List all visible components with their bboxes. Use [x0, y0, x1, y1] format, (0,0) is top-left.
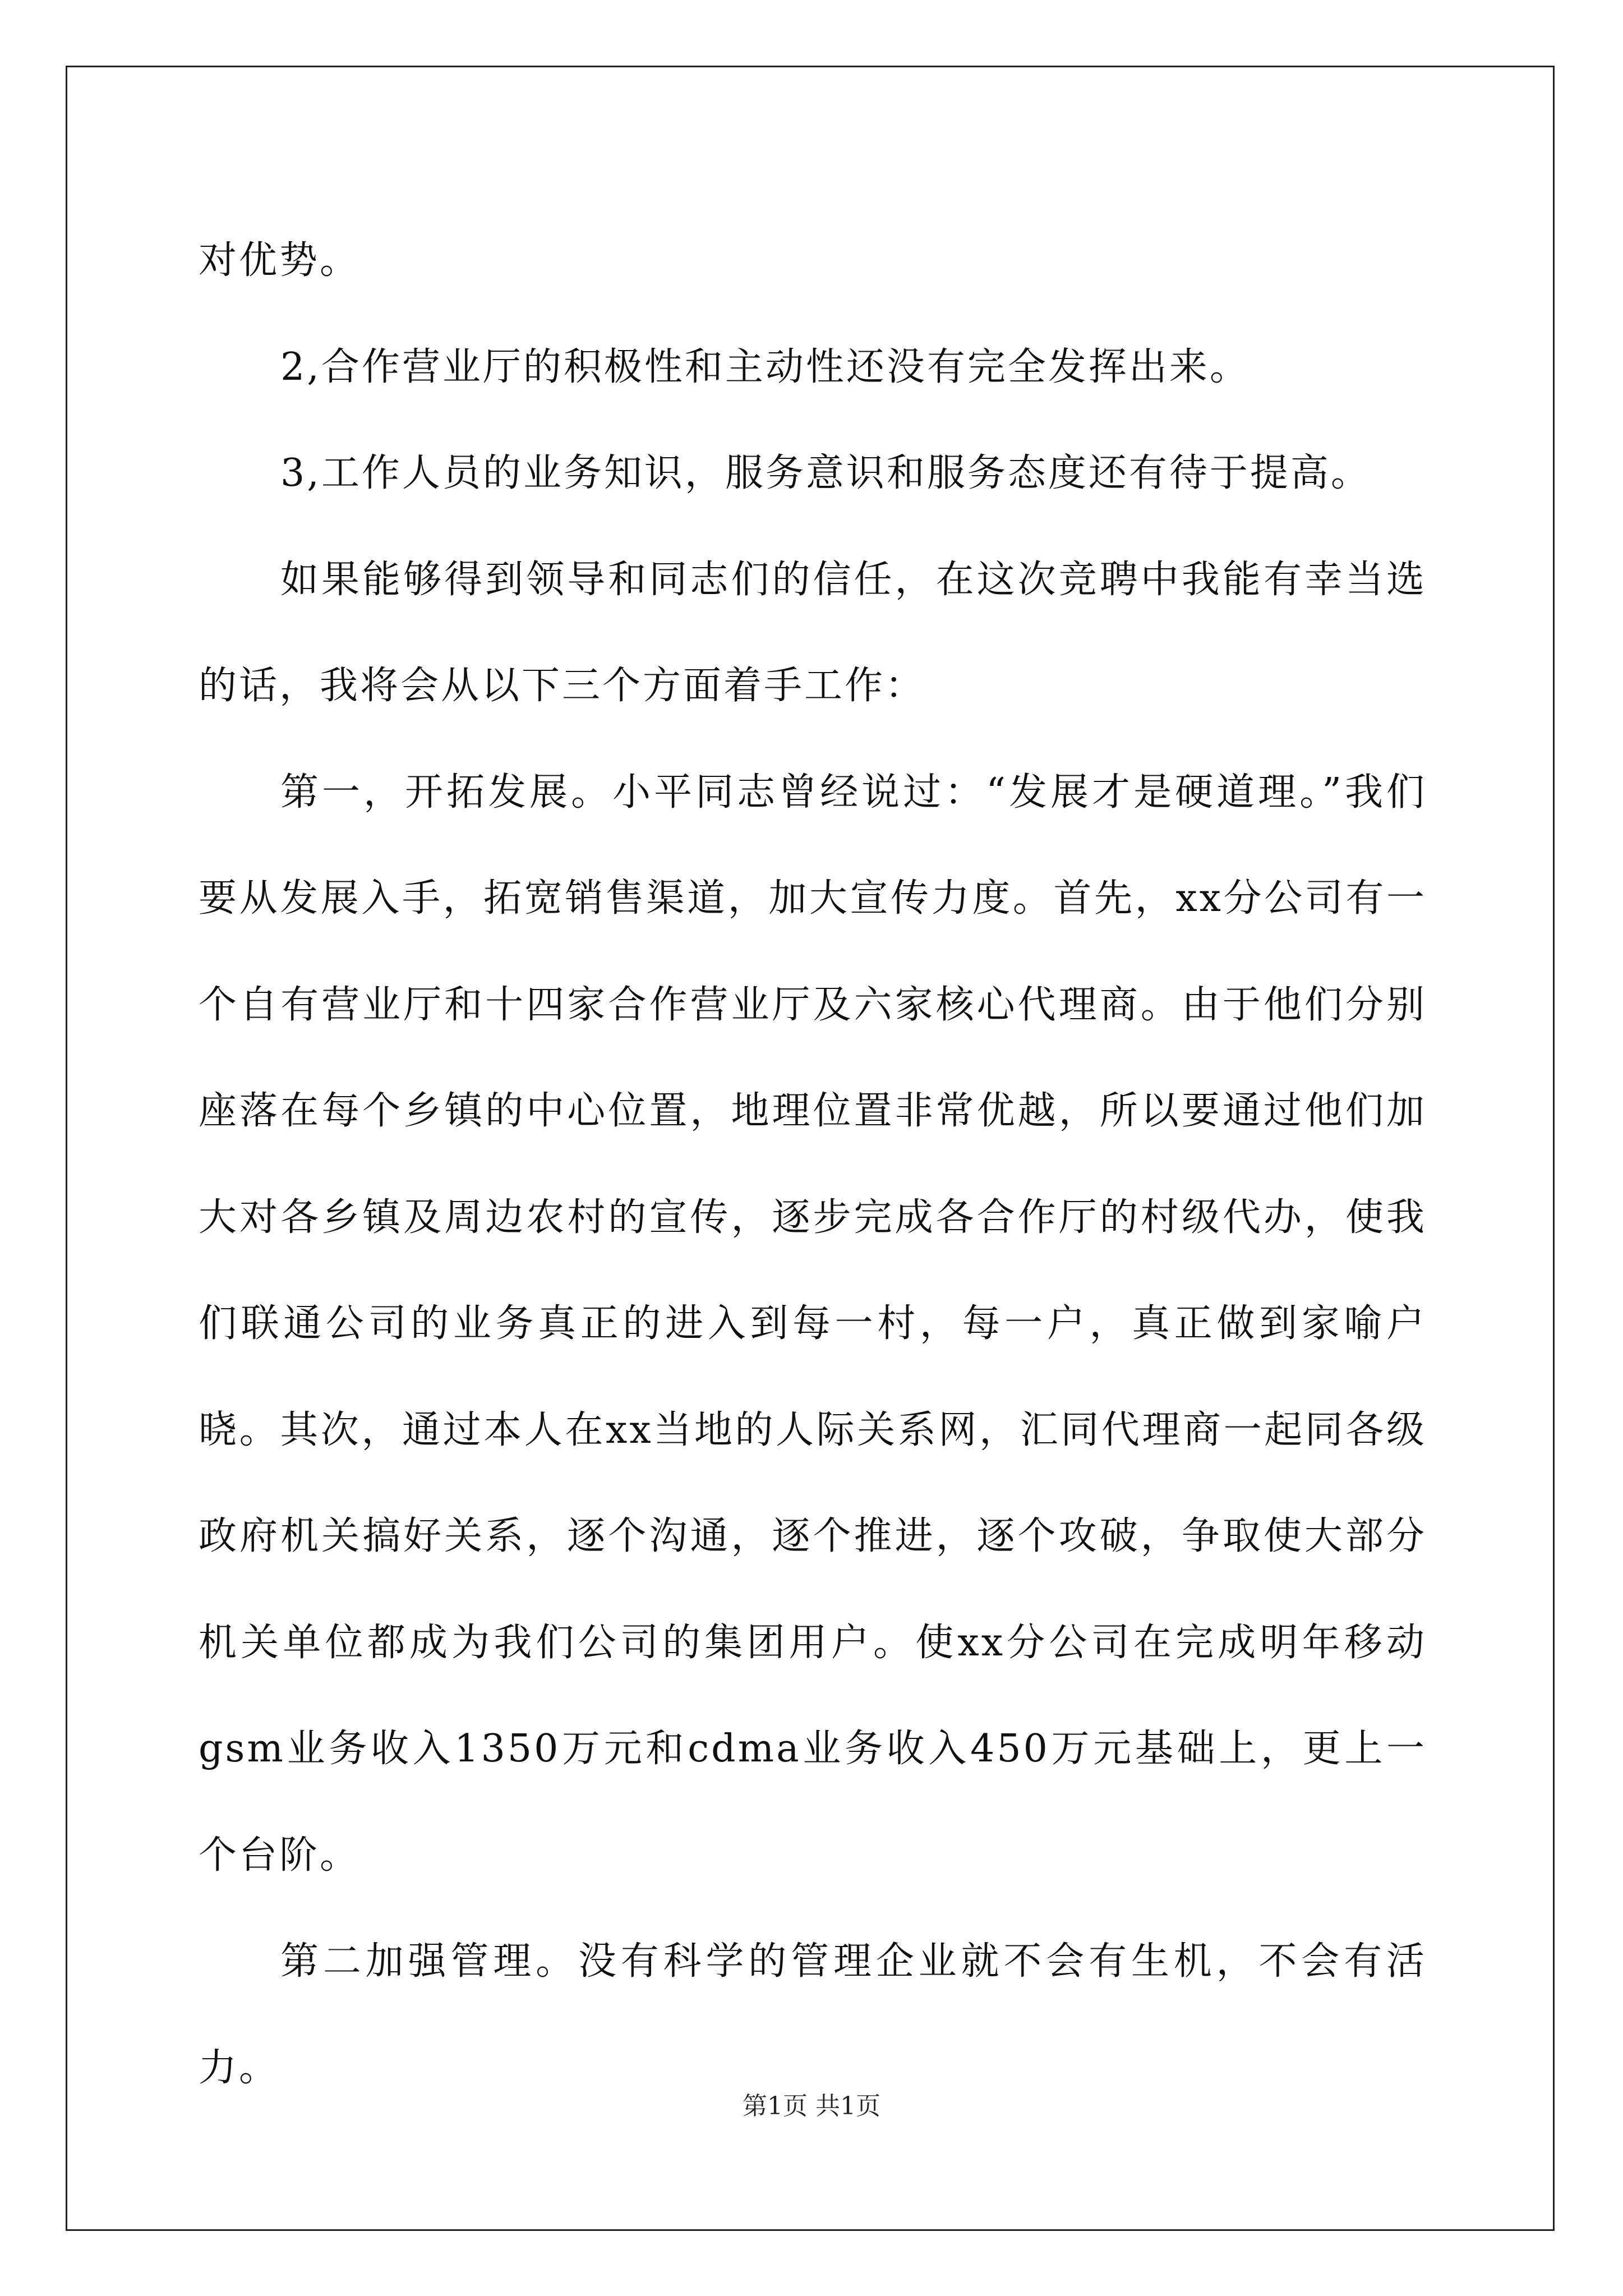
paragraph: 对优势。	[199, 238, 361, 283]
paragraph: 第二加强管理。没有科学的管理企业就不会有生机，不会有活力。	[199, 1939, 1427, 2090]
paragraph: 第一，开拓发展。小平同志曾经说过：“发展才是硬道理。”我们要从发展入手，拓宽销售渠道，加大宣传力度。首先，xx分公司有一个自有营业厅和十四家合作营业厅及六家核心代理商。由于他们分别座落在每个乡镇的中心位置，地理位置非常优越，所以要通过他们加大对各乡镇及周边农村的宣传，逐步完成各合作厅的村级代办，使我们联通公司的业务真正的进入到每一村，每一户，真正做到家喻户晓。其次，通过本人在xx当地的人际关系网，汇同代理商一起同各级政府机关搞好关系，逐个沟通，逐个推进，逐个攻破，争取使大部分机关单位都成为我们公司的集团用户。使xx分公司在完成明年移动gsm业务收入1350万元和cdma业务收入450万元基础上，更上一个台阶。	[199, 770, 1427, 1878]
paragraph: 3,工作人员的业务知识，服务意识和服务态度还有待于提高。	[280, 451, 1371, 495]
paragraph: 如果能够得到领导和同志们的信任，在这次竞聘中我能有幸当选的话，我将会从以下三个方面着手工作：	[199, 557, 1427, 708]
page-footer: 第1页 共1页	[743, 2092, 880, 2120]
paragraph: 2,合作营业厅的积极性和主动性还没有完全发挥出来。	[280, 344, 1250, 389]
document-body	[199, 208, 1427, 2121]
